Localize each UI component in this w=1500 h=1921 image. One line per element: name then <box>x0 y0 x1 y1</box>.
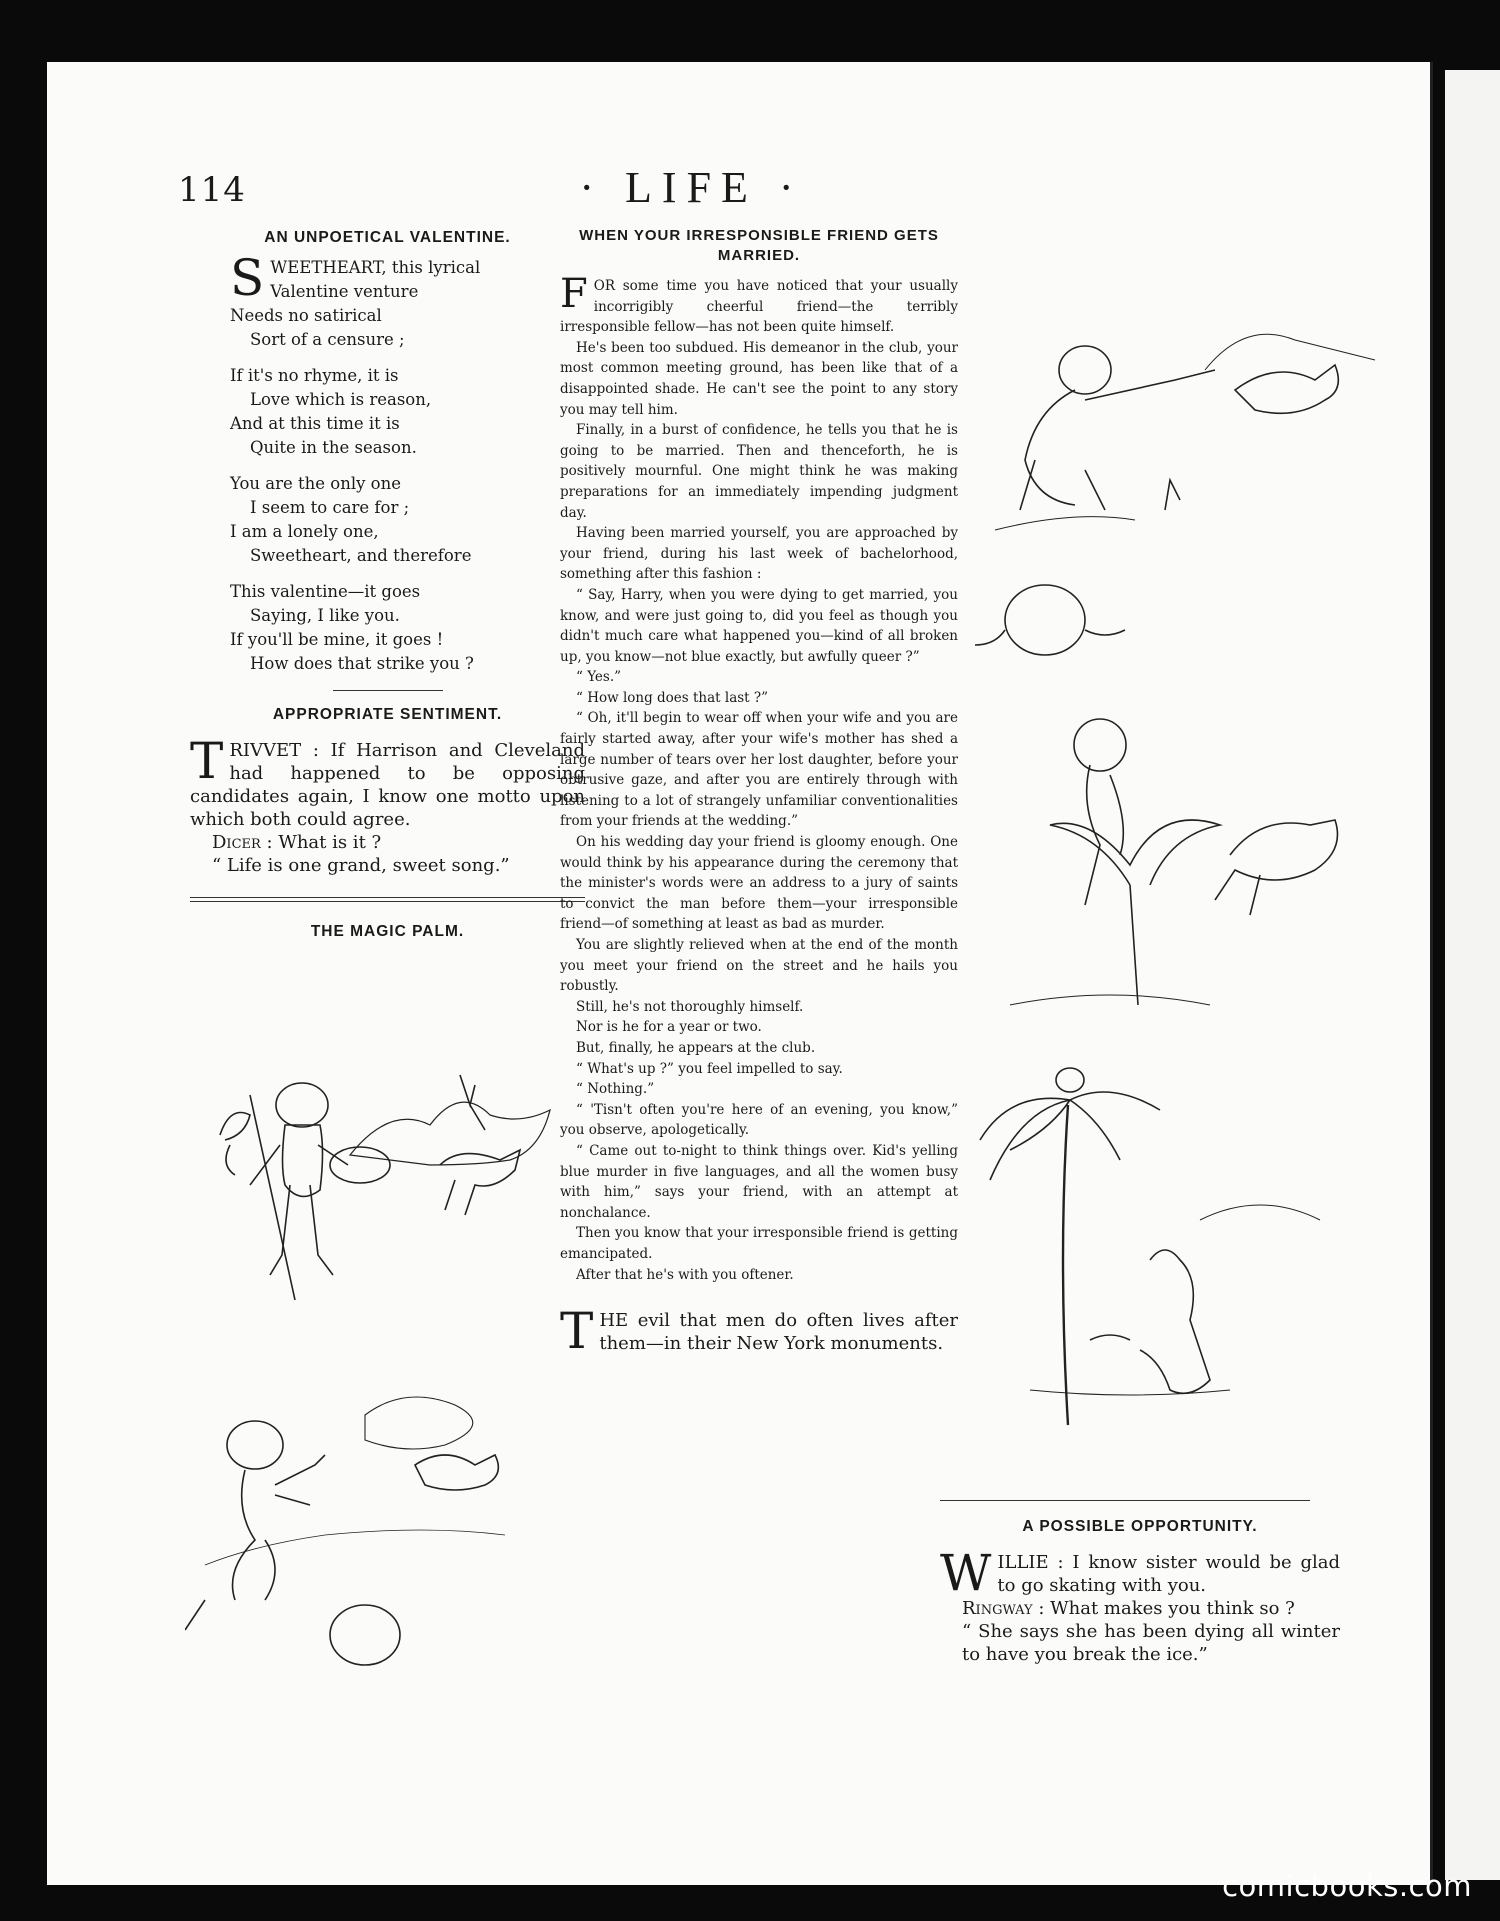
article-paragraph: Nor is he for a year or two. <box>576 1019 762 1036</box>
dropcap-s: S <box>230 249 265 307</box>
illustration-man-reaching-tiger <box>965 310 1390 665</box>
article-paragraph: “ Oh, it'll begin to wear off when your wife and you are fairly started away, after your wife's mother has shed a large number of tears over her lost daughter, before your obtrusive gaze, and after you are entirely through with listening to a lot of strangely unfamiliar conventionalities from your friends at the wedding.” <box>560 710 958 830</box>
article-paragraph: “ 'Tisn't often you're here of an evening, you know,” you observe, apologetically. <box>560 1101 958 1139</box>
column-middle <box>560 226 958 1361</box>
speaker: Ringway : <box>962 1598 1045 1619</box>
evil-text <box>560 1302 958 1361</box>
article-paragraph: Then you know that your irresponsible friend is getting emancipated. <box>560 1225 958 1262</box>
article-paragraph: “ Nothing.” <box>576 1081 655 1098</box>
poem-line: I seem to care for ; <box>250 498 410 517</box>
poem-line: Quite in the season. <box>250 438 417 457</box>
stanza-1 <box>230 249 585 352</box>
double-divider <box>190 897 585 902</box>
article-paragraph: “ How long does that last ?” <box>576 689 769 706</box>
article-paragraph: “ What's up ?” you feel impelled to say. <box>576 1060 843 1077</box>
dropcap-t2: T <box>560 1302 594 1361</box>
article-paragraph: Still, he's not thoroughly himself. <box>576 998 804 1015</box>
poem-line: If you'll be mine, it goes ! <box>230 630 444 649</box>
article-paragraph: On his wedding day your friend is gloomy enough. One would think by his appearance during the ceremony that the minister's words were an address to a jury of saints to convict the man before them—your irresponsible friend—of something at least as bad as murder. <box>560 834 958 933</box>
opportunity-line: What makes you think so ? <box>1050 1598 1295 1619</box>
page-number: 114 <box>178 170 246 210</box>
article-paragraph: Having been married yourself, you are approached by your friend, during his last week of bachelorhood, something after this fashion : <box>560 525 958 583</box>
poem-line: Sort of a censure ; <box>250 330 405 349</box>
dropcap-w: W <box>940 1544 992 1602</box>
opportunity-line: “ She says she has been dying all winter to have you break the ice.” <box>962 1621 1340 1665</box>
divider <box>940 1500 1310 1501</box>
article-paragraph: You are slightly relieved when at the end of the month you meet your friend on the street and he hails you robustly. <box>560 937 958 995</box>
facing-page-edge <box>1445 70 1500 1880</box>
magic-palm-title: THE MAGIC PALM. <box>310 923 465 940</box>
sentiment-line: “ Life is one grand, sweet song.” <box>212 855 510 876</box>
evil-line: HE evil that men do often lives after them—in their New York monuments. <box>599 1310 958 1355</box>
opportunity-title: A POSSIBLE OPPORTUNITY. <box>1022 1518 1258 1535</box>
article-paragraph: “ Say, Harry, when you were dying to get married, you know, and were just going to, did you feel as though you didn't much care what happened you—kind of all broken up, you know—not blue exactly, but awfully queer ?” <box>560 586 958 665</box>
sentiment-text <box>190 732 585 877</box>
valentine-poem <box>230 249 585 676</box>
valentine-title: AN UNPOETICAL VALENTINE. <box>264 229 511 246</box>
illustration-man-walking <box>200 1035 580 1325</box>
sentiment-title: APPROPRIATE SENTIMENT. <box>272 706 503 723</box>
poem-line: Valentine venture <box>270 282 419 301</box>
stanza-4 <box>230 580 585 676</box>
page-gutter <box>1430 62 1433 1885</box>
poem-line: Saying, I like you. <box>250 606 400 625</box>
watermark: comicbooks.com <box>1222 1869 1472 1903</box>
sentiment-line: RIVVET : If Harrison and Cleveland had happened to be opposing candidates again, I know one motto upon which both could agree. <box>190 740 585 830</box>
opportunity-text <box>940 1544 1340 1666</box>
divider <box>333 690 443 691</box>
poem-line: If it's no rhyme, it is <box>230 366 399 385</box>
stanza-3 <box>230 472 585 568</box>
masthead: · LIFE · <box>579 163 804 212</box>
sentiment-line: What is it ? <box>278 832 382 853</box>
opportunity-line: ILLIE : I know sister would be glad to go skating with you. <box>997 1552 1340 1596</box>
poem-line: This valentine—it goes <box>230 582 421 601</box>
article-paragraph: Finally, in a burst of confidence, he tells you that he is going to be married. Then and thenceforth, he is positively mournful. One might think he was making preparations for an immediately impending judgment day. <box>560 422 958 521</box>
dropcap-f: F <box>560 271 588 317</box>
poem-line: Sweetheart, and therefore <box>250 546 472 565</box>
article-paragraph: But, finally, he appears at the club. <box>576 1039 816 1056</box>
article-paragraph: OR some time you have noticed that your usually incorrigibly cheerful friend—the terribly irresponsible fellow—has not been quite himself. <box>560 278 958 336</box>
column-right <box>940 1500 1340 1666</box>
stanza-2 <box>230 364 585 460</box>
illustration-man-in-palm <box>990 705 1385 1025</box>
column-left <box>190 228 585 942</box>
speaker: Dicer : <box>212 832 273 853</box>
friend-article <box>560 271 958 1285</box>
dropcap-t: T <box>190 732 224 790</box>
poem-line: And at this time it is <box>230 414 400 433</box>
poem-line: Needs no satirical <box>230 306 382 325</box>
poem-line: I am a lonely one, <box>230 522 379 541</box>
friend-title: WHEN YOUR IRRESPONSIBLE FRIEND GETS MARRIED. <box>579 227 939 264</box>
poem-line: You are the only one <box>230 474 401 493</box>
poem-line: Love which is reason, <box>250 390 432 409</box>
poem-line: WEETHEART, this lyrical <box>270 258 481 277</box>
illustration-man-atop-palm <box>970 1060 1370 1440</box>
article-paragraph: After that he's with you oftener. <box>576 1266 794 1283</box>
illustration-man-crouching <box>185 1375 585 1675</box>
article-paragraph: “ Yes.” <box>576 669 622 686</box>
article-paragraph: “ Came out to-night to think things over. Kid's yelling blue murder in five languages, and all the women busy with him,” says your friend, with an attempt at nonchalance. <box>560 1142 958 1221</box>
poem-line: How does that strike you ? <box>250 654 474 673</box>
article-paragraph: He's been too subdued. His demeanor in the club, your most common meeting ground, has been like that of a disappointed shade. He can't see the point to any story you may tell him. <box>560 339 958 418</box>
